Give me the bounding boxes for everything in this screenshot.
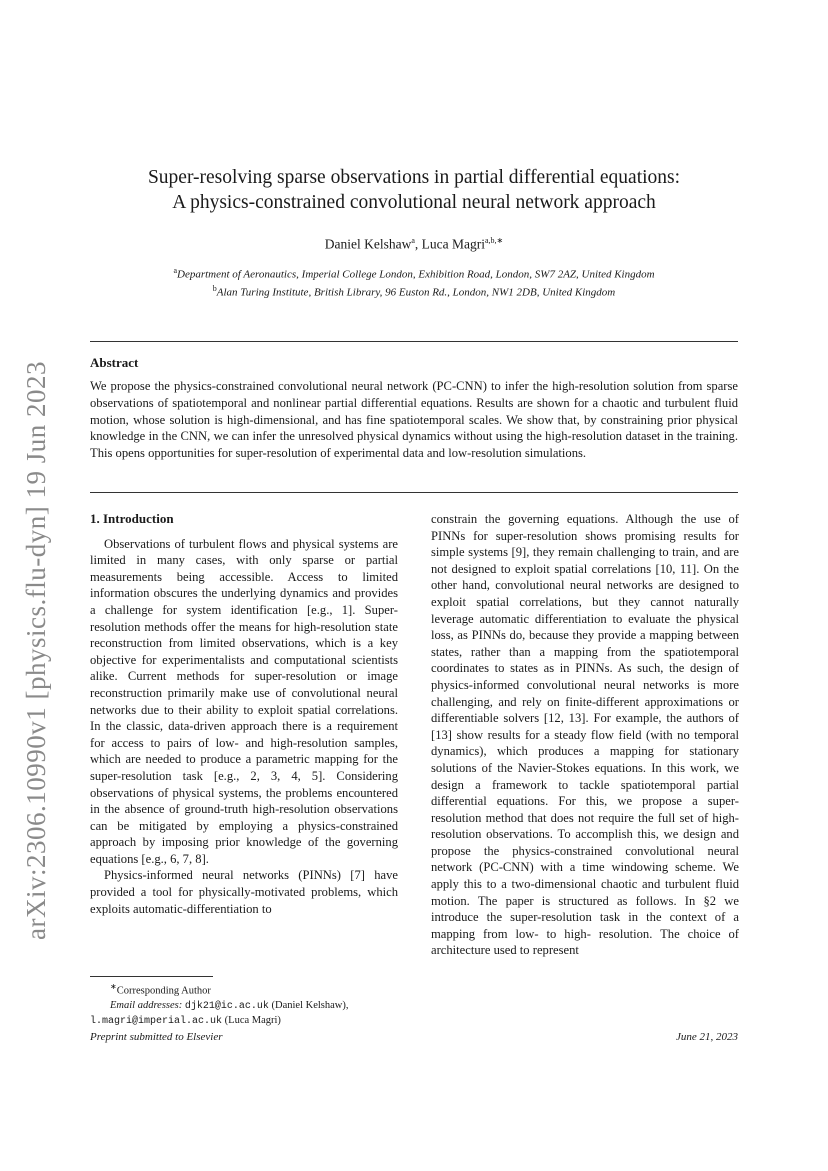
footnote-rule: [90, 976, 213, 977]
affil-text: Department of Aeronautics, Imperial College London, Exhibition Road, London, SW7 2AZ, United Kingdom: [177, 268, 655, 281]
paragraph: constrain the governing equations. Although the use of PINNs for super-resolution shows promising results for simple systems [9], they remain challenging to train, and are not designed to exploit spatial correlations [10, 11]. On the other hand, convolutional neural networks are designed to exploit spatial correlations, but they cannot naturally leverage automatic differentiation to evaluate the physical loss, as PINNs do, because they provide a mapping between states, rather than a mapping from the spatiotemporal coordinates to states as in PINNs. As such, the design of physics-informed convolutional neural networks is more challenging, and rely on finite-different approximations or differentiable solvers [12, 13]. For example, the authors of [13] show results for a steady flow field (with no temporal dynamics), which produces a mapping for stationary solutions of the Navier-Stokes equations. In this work, we design a framework to tackle spatiotemporal partial differential equations. For this, we propose a super-resolution method that does not require the full set of high-resolution observations. To accomplish this, we design and propose the physics-constrained convolutional neural network (PC-CNN) with a time windowing scheme. We apply this to a two-dimensional chaotic and turbulent fluid motion. The paper is structured as follows. In §2 we introduce the super-resolution task in the context of a mapping from low- to high- resolution. The choice of architecture used to represent: [431, 512, 739, 958]
footer-date: June 21, 2023: [675, 1031, 738, 1043]
email-link[interactable]: l.magri@imperial.ac.uk: [90, 1015, 223, 1027]
affil-mark: a: [173, 266, 177, 275]
abstract-text: We propose the physics-constrained convolutional neural network (PC-CNN) to infer the high-resolution solution from sparse observations of spatiotemporal and nonlinear partial differential equations. Results are shown for a chaotic and turbulent fluid motion, whose solution is high-dimensional, and has fine spatiotemporal scales. We show that, by constraining prior physical knowledge in the CNN, we can infer the unresolved physical dynamics without using the high-resolution dataset in the training. This opens opportunities for super-resolution of experimental data and low-resolution simulations.: [90, 379, 738, 461]
footnote: [90, 980, 398, 1029]
email-owner: (Luca Magri): [224, 1014, 281, 1026]
email-link[interactable]: djk21@ic.ac.uk: [184, 1000, 269, 1012]
affil-mark: b: [212, 284, 217, 294]
affiliation-a: [90, 264, 738, 282]
affiliations: [90, 264, 738, 300]
footnote-corresponding: [90, 980, 398, 999]
footnote-emails: [90, 999, 398, 1014]
left-column: [90, 511, 398, 917]
affiliation-b: [90, 282, 738, 300]
author-name: Daniel Kelshaw: [324, 236, 412, 252]
author-name: Luca Magri: [421, 236, 485, 252]
paper-title: [90, 165, 738, 215]
footnote-emails-cont: [90, 1014, 398, 1029]
email-label: Email addresses:: [110, 999, 183, 1011]
title-line-2: A physics-constrained convolutional neural network approach: [172, 192, 656, 213]
author-affil-mark: a: [411, 236, 415, 245]
footer-preprint: Preprint submitted to Elsevier: [90, 1031, 223, 1043]
abstract-top-rule: [90, 341, 738, 342]
email-owner: (Daniel Kelshaw),: [271, 999, 349, 1011]
arxiv-side-stamp: arXiv:2306.10990v1 [physics.flu-dyn] 19 Jun 2023: [21, 361, 51, 940]
paragraph: Physics-informed neural networks (PINNs) [7] have provided a tool for physically-motivated problems, which exploits automatic-differentiation to: [90, 868, 398, 916]
section-heading: 1. Introduction: [90, 511, 174, 526]
author-affil-mark: a,b,∗: [485, 236, 504, 245]
footnote-mark: ∗: [110, 982, 117, 991]
right-column: [431, 511, 739, 959]
footnote-text: Corresponding Author: [116, 985, 211, 997]
paragraph: Observations of turbulent flows and physical systems are limited in many cases, with only sparse or partial measurements being accessible. Access to limited information obscures the underlying dynamics and provides a challenge for system identification [e.g., 1]. Super-resolution methods offer the means for high-resolution state reconstruction from limited observations, which is a key objective for experimentalists and computational scientists alike. Current methods for super-resolution or image reconstruction primarily make use of convolutional neural networks due to their ability to exploit spatial correlations. In the classic, data-driven approach there is a requirement for access to pairs of low- and high-resolution samples, which are needed to produce a parametric mapping for the super-resolution task [e.g., 2, 3, 4, 5]. Considering observations of physical systems, the problems encountered in the absence of ground-truth high-resolution observations can be mitigated by employing a physics-constrained approach by imposing prior knowledge of the governing equations [e.g., 6, 7, 8].: [90, 536, 398, 866]
author-list: Daniel Kelshaw$^a$, Luca Magri$^{a,b,∗}$: [324, 236, 504, 252]
abstract-bottom-rule: [90, 492, 738, 493]
affil-text: Alan Turing Institute, British Library, 96 Euston Rd., London, NW1 2DB, United Kingdom: [216, 286, 616, 299]
abstract-heading: Abstract: [90, 355, 139, 370]
title-line-1: Super-resolving sparse observations in partial differential equations:: [147, 167, 681, 188]
